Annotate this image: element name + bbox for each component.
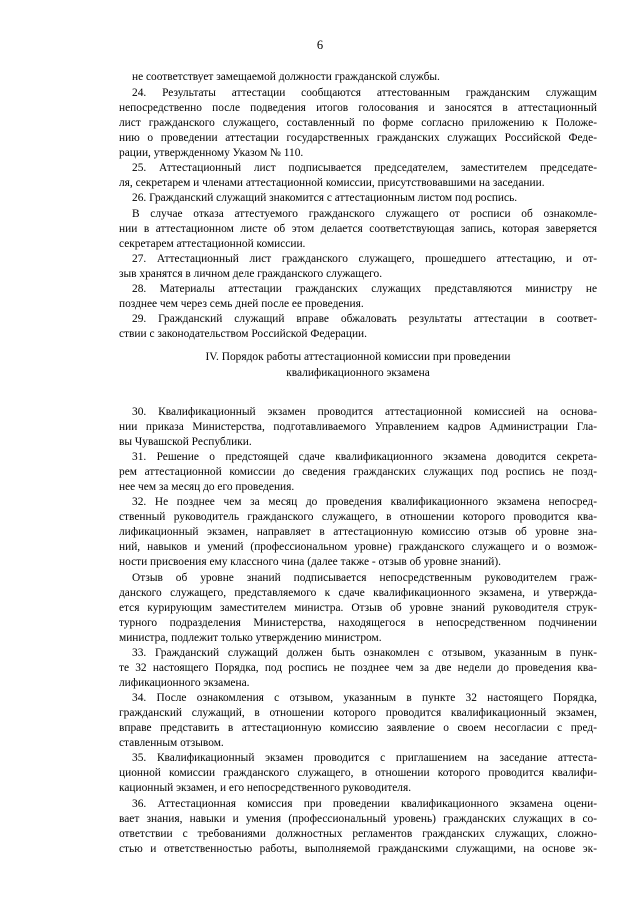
text-line: рации, утвержденному Указом № 110. <box>119 147 304 159</box>
text-line: вправе представить в аттестационную комиссию заявление о своем несогласии с пред- <box>119 722 597 734</box>
text-line: не соответствует замещаемой должности гражданской службы. <box>132 71 440 83</box>
text-line: те 32 настоящего Порядка, под роспись не позднее чем за две недели до проведения ква- <box>119 662 597 674</box>
text-line: ционной комиссии гражданского служащего, в отношении которого проводится квалифи- <box>119 767 597 779</box>
text-line: 31. Решение о предстоящей сдаче квалификационного экзамена доводится секрета- <box>132 451 597 463</box>
text-line: министра, подлежит только утверждению министром. <box>119 632 382 644</box>
text-line: 29. Гражданский служащий вправе обжаловать результаты аттестации в соответ- <box>132 313 597 325</box>
text-line: лификационного экзамена. <box>119 677 250 689</box>
text-line: ственный руководитель гражданского служащего, в отношении которого проводится ква- <box>119 511 597 523</box>
text-line: 27. Аттестационный лист гражданского служащего, прошедшего аттестацию, и от- <box>132 253 597 265</box>
text-line: лификационный экзамен, направляет в аттестационную комиссию отзыв об уровне зна- <box>119 526 597 538</box>
text-line: нию о проведении аттестации государственных гражданских служащих Российской Феде- <box>119 132 597 144</box>
text-line: турного подразделения Министерства, находящегося в непосредственном подчинении <box>119 617 597 629</box>
text-line: 33. Гражданский служащий должен быть ознакомлен с отзывом, указанным в пунк- <box>132 647 597 659</box>
section-heading-line: квалификационного экзамена <box>286 367 430 379</box>
text-line: нее чем за месяц до его проведения. <box>119 481 295 493</box>
text-line: В случае отказа аттестуемого гражданского служащего от росписи об ознакомле- <box>132 208 597 220</box>
text-line: кационный экзамен, и его непосредственного руководителя. <box>119 782 412 794</box>
text-line: ствии с законодательством Российской Федерации. <box>119 328 367 340</box>
text-line: 35. Квалификационный экзамен проводится с приглашением на заседание аттеста- <box>132 752 597 764</box>
text-line: ний, навыков и умений (профессиональном уровне) гражданского служащего и о возмож- <box>119 541 597 553</box>
text-line: ется курирующим заместителем министра. Отзыв об уровне знаний руководителя струк- <box>119 602 597 614</box>
text-line: вы Чувашской Республики. <box>119 436 252 448</box>
text-line: лист гражданского служащего, составленный по форме согласно приложению к Положе- <box>119 117 597 129</box>
text-line: 32. Не позднее чем за месяц до проведения квалификационного экзамена непосред- <box>132 496 597 508</box>
text-line: 25. Аттестационный лист подписывается председателем, заместителем председате- <box>132 162 597 174</box>
text-line: 36. Аттестационная комиссия при проведении квалификационного экзамена оцени- <box>132 798 597 810</box>
text-line: ности присвоения ему классного чина (далее также - отзыв об уровне знаний). <box>119 556 501 568</box>
text-line: ставленным отзывом. <box>119 737 224 749</box>
text-line: ля, секретарем и членами аттестационной комиссии, присутствовавшими на заседании. <box>119 177 545 189</box>
text-line: вает знания, навыки и умения (профессиональный уровень) гражданских служащих в со- <box>119 813 597 825</box>
text-line: 30. Квалификационный экзамен проводится аттестационной комиссией на основа- <box>132 406 597 418</box>
section-heading-line: IV. Порядок работы аттестационной комиссии при проведении <box>205 351 511 363</box>
page-number: 6 <box>316 38 324 52</box>
text-line: данского служащего, представляемого к сдаче квалификационного экзамена, и утвержда- <box>119 587 597 599</box>
text-line: 24. Результаты аттестации сообщаются аттестованным гражданским служащим <box>132 87 597 99</box>
text-line: стью и ответственностью работы, выполняемой гражданскими служащими, на основе эк- <box>119 843 597 855</box>
text-line: Отзыв об уровне знаний подписывается непосредственным руководителем граж- <box>132 572 597 584</box>
text-line: 26. Гражданский служащий знакомится с аттестационным листом под роспись. <box>132 192 518 204</box>
text-line: нии в аттестационном листе об этом делается соответствующая запись, которая заверяется <box>119 223 597 235</box>
text-line: секретарем аттестационной комиссии. <box>119 238 306 250</box>
text-line: гражданский служащий, в отношении которого проводится квалификационный экзамен, <box>119 707 597 719</box>
text-line: нии приказа Министерства, подготавливаемого Управлением кадров Администрации Гла- <box>119 421 597 433</box>
text-line: 28. Материалы аттестации гражданских служащих представляются министру не <box>132 283 597 295</box>
text-line: позднее чем через семь дней после ее проведения. <box>119 298 364 310</box>
text-line: непосредственно после подведения итогов голосования и заносятся в аттестационный <box>119 102 597 114</box>
text-line: 34. После ознакомления с отзывом, указанным в пункте 32 настоящего Порядка, <box>132 692 597 704</box>
text-line: зыв хранятся в личном деле гражданского служащего. <box>119 268 383 280</box>
text-line: рем аттестационной комиссии до сведения гражданских служащих под роспись не позд- <box>119 466 597 478</box>
text-line: ответствии с требованиями должностных регламентов гражданских служащих, сложно- <box>119 828 597 840</box>
